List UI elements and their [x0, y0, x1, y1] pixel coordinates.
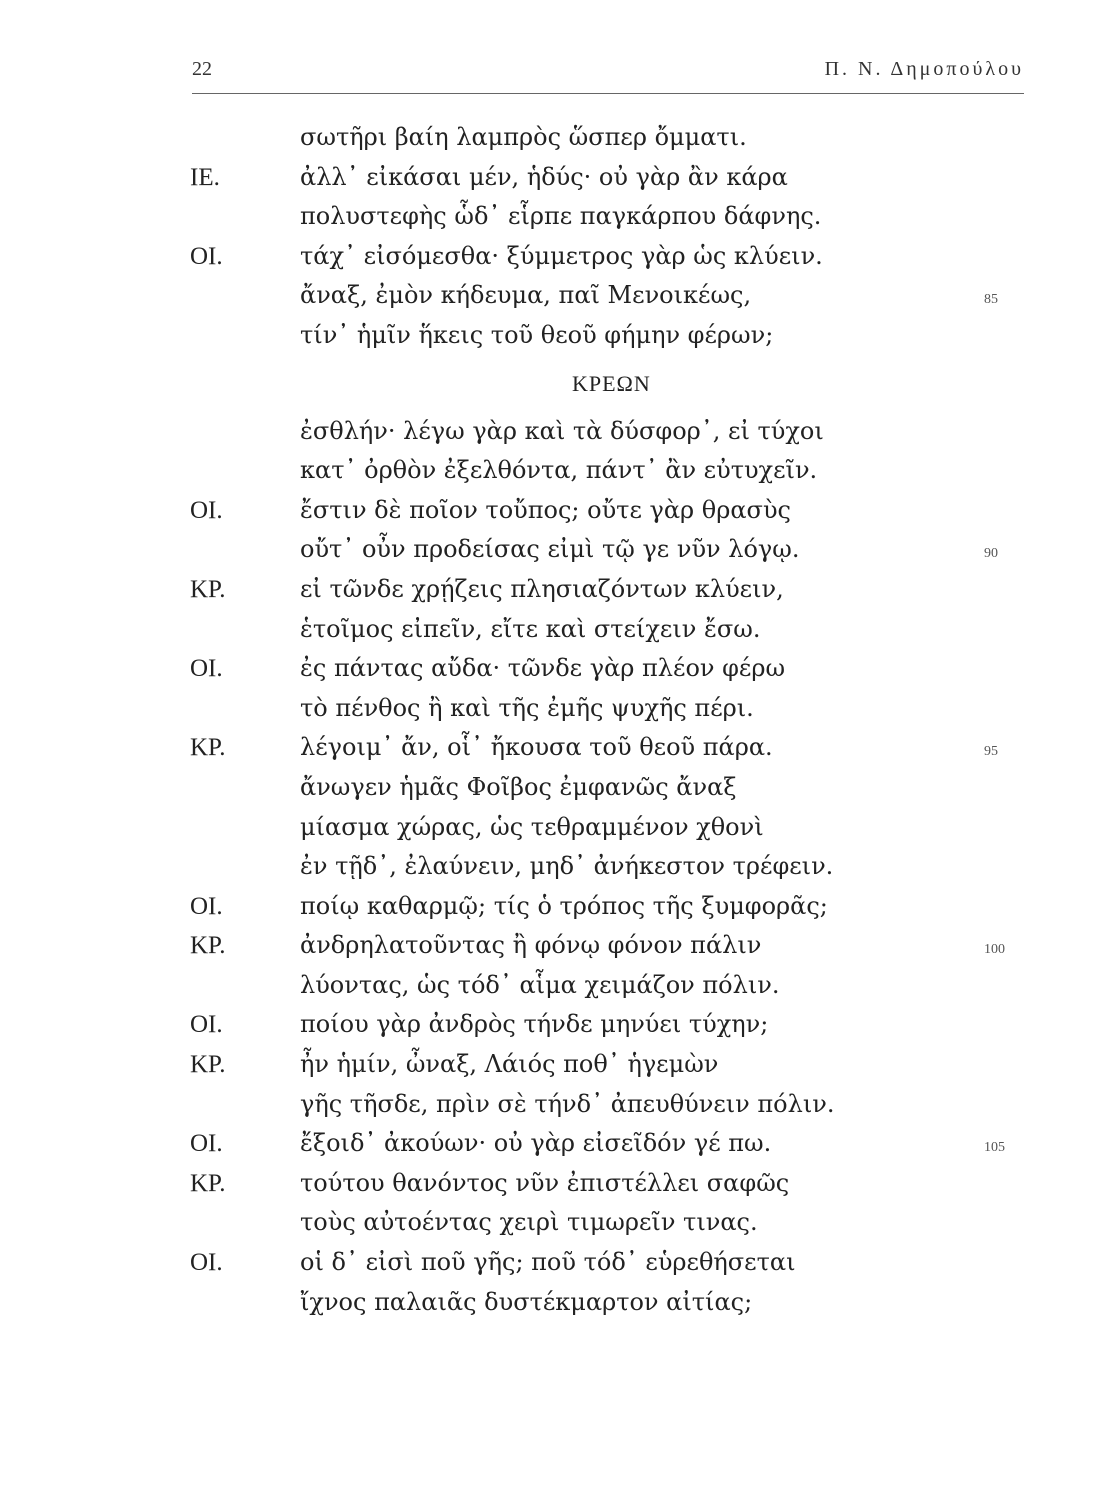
page-header	[192, 48, 1024, 94]
verse-text-line: ἄνωγεν ἡμᾶς Φοῖβος ἐμφανῶς ἄναξ	[300, 772, 737, 801]
verse-line	[0, 887, 1114, 927]
verse-text-line: ποίου γὰρ ἀνδρὸς τήνδε μηνύει τύχην;	[300, 1010, 769, 1039]
verse-text-line: τὸ πένθος ἢ καὶ τῆς ἐμῆς ψυχῆς πέρι.	[300, 693, 754, 722]
running-head: Π. Ν. Δημοπούλου	[824, 58, 1024, 80]
verse-group-1	[0, 118, 1114, 356]
verse-line	[0, 276, 1114, 316]
verse-text-line: ἴχνος παλαιᾶς δυστέκμαρτον αἰτίας;	[300, 1287, 753, 1316]
verse-line	[0, 926, 1114, 966]
speaker-label: ΚΡ.	[190, 575, 226, 603]
speaker-label: ΟΙ.	[190, 1011, 223, 1039]
verse-text-line: λύοντας, ὡς τόδ᾽ αἷμα χειμάζον πόλιν.	[300, 970, 780, 999]
verse-text-line: εἰ τῶνδε χρῄζεις πλησιαζόντων κλύειν,	[300, 574, 784, 603]
verse-line	[0, 158, 1114, 198]
verse-group-2	[0, 412, 1114, 1323]
verse-line	[0, 1203, 1114, 1243]
verse-text-line: ἐς πάντας αὔδα· τῶνδε γὰρ πλέον φέρω	[300, 654, 786, 683]
verse-line	[0, 808, 1114, 848]
line-number: 100	[984, 942, 1005, 958]
speaker-label: ΟΙ.	[190, 1130, 223, 1158]
speaker-label: ΚΡ.	[190, 932, 226, 960]
speaker-label: ΚΡ.	[190, 1169, 226, 1197]
verse-text-line: λέγοιμ᾽ ἄν, οἷ᾽ ἤκουσα τοῦ θεοῦ πάρα.	[300, 733, 773, 762]
verse-line	[0, 610, 1114, 650]
verse-text-line: ἐν τῇδ᾽, ἐλαύνειν, μηδ᾽ ἀνήκεστον τρέφειν.	[300, 852, 834, 881]
verse-line	[0, 768, 1114, 808]
verse-text-line: κατ᾽ ὀρθὸν ἐξελθόντα, πάντ᾽ ἂν εὐτυχεῖν.	[300, 456, 818, 485]
verse-text-line: ἄναξ, ἐμὸν κήδευμα, παῖ Μενοικέως,	[300, 281, 752, 310]
verse-line	[0, 1164, 1114, 1204]
verse-line	[0, 847, 1114, 887]
verse-line	[0, 118, 1114, 158]
verse-line	[0, 649, 1114, 689]
speaker-heading-label: ΚΡΕΩΝ	[572, 370, 651, 396]
verse-text	[0, 118, 1114, 1322]
speaker-label: ΟΙ.	[190, 655, 223, 683]
speaker-label: ΚΡ.	[190, 734, 226, 762]
verse-text-line: μίασμα χώρας, ὡς τεθραμμένον χθονὶ	[300, 812, 764, 841]
verse-text-line: τοὺς αὐτοέντας χειρὶ τιμωρεῖν τινας.	[300, 1208, 758, 1237]
verse-text-line: ἦν ἡμίν, ὦναξ, Λάιός ποθ᾽ ἡγεμὼν	[300, 1050, 719, 1079]
line-number: 105	[984, 1140, 1005, 1156]
verse-text-line: ποίῳ καθαρμῷ; τίς ὁ τρόπος τῆς ξυμφορᾶς;	[300, 891, 828, 920]
verse-line	[0, 1005, 1114, 1045]
verse-text-line: τίν᾽ ἡμῖν ἥκεις τοῦ θεοῦ φήμην φέρων;	[300, 320, 774, 349]
verse-line	[0, 689, 1114, 729]
speaker-label: ΚΡ.	[190, 1051, 226, 1079]
verse-text-line: γῆς τῆσδε, πρὶν σὲ τήνδ᾽ ἀπευθύνειν πόλιν.	[300, 1089, 835, 1118]
verse-text-line: ἑτοῖμος εἰπεῖν, εἴτε καὶ στείχειν ἔσω.	[300, 614, 761, 643]
speaker-label: ΟΙ.	[190, 242, 223, 270]
verse-line	[0, 237, 1114, 277]
verse-line	[0, 197, 1114, 237]
speaker-heading	[0, 356, 1114, 412]
verse-text-line: ἐσθλήν· λέγω γὰρ καὶ τὰ δύσφορ᾽, εἰ τύχοι	[300, 416, 824, 445]
line-number: 95	[984, 744, 998, 760]
verse-text-line: σωτῆρι βαίη λαμπρὸς ὥσπερ ὄμματι.	[300, 123, 747, 151]
verse-line	[0, 1045, 1114, 1085]
verse-text-line: ἀνδρηλατοῦντας ἢ φόνῳ φόνον πάλιν	[300, 931, 762, 960]
verse-line	[0, 728, 1114, 768]
verse-text-line: οὔτ᾽ οὖν προδείσας εἰμὶ τῷ γε νῦν λόγῳ.	[300, 535, 800, 564]
speaker-label: ΟΙ.	[190, 496, 223, 524]
verse-line	[0, 1283, 1114, 1323]
verse-line	[0, 1243, 1114, 1283]
verse-line	[0, 316, 1114, 356]
verse-line	[0, 966, 1114, 1006]
verse-line	[0, 1085, 1114, 1125]
verse-line	[0, 570, 1114, 610]
verse-text-line: ἀλλ᾽ εἰκάσαι μέν, ἡδύς· οὐ γὰρ ἂν κάρα	[300, 162, 788, 191]
line-number: 90	[984, 546, 998, 562]
verse-line	[0, 1124, 1114, 1164]
line-number: 85	[984, 292, 998, 308]
verse-text-line: ἔστιν δὲ ποῖον τοὔπος; οὔτε γὰρ θρασὺς	[300, 495, 791, 524]
verse-text-line: τούτου θανόντος νῦν ἐπιστέλλει σαφῶς	[300, 1168, 790, 1197]
verse-line	[0, 491, 1114, 531]
verse-text-line: ἔξοιδ᾽ ἀκούων· οὐ γὰρ εἰσεῖδόν γέ πω.	[300, 1129, 772, 1158]
header-rule	[192, 93, 1024, 94]
verse-text-line: οἱ δ᾽ εἰσὶ ποῦ γῆς; ποῦ τόδ᾽ εὑρεθήσεται	[300, 1248, 796, 1277]
verse-text-line: πολυστεφὴς ὧδ᾽ εἷρπε παγκάρπου δάφνης.	[300, 202, 822, 231]
speaker-label: ΟΙ.	[190, 1249, 223, 1277]
speaker-label: ΟΙ.	[190, 892, 223, 920]
verse-line	[0, 412, 1114, 452]
verse-text-line: τάχ᾽ εἰσόμεσθα· ξύμμετρος γὰρ ὡς κλύειν.	[300, 241, 823, 270]
page-number: 22	[192, 58, 212, 80]
verse-line	[0, 451, 1114, 491]
verse-line	[0, 530, 1114, 570]
speaker-label: ΙΕ.	[190, 163, 220, 191]
